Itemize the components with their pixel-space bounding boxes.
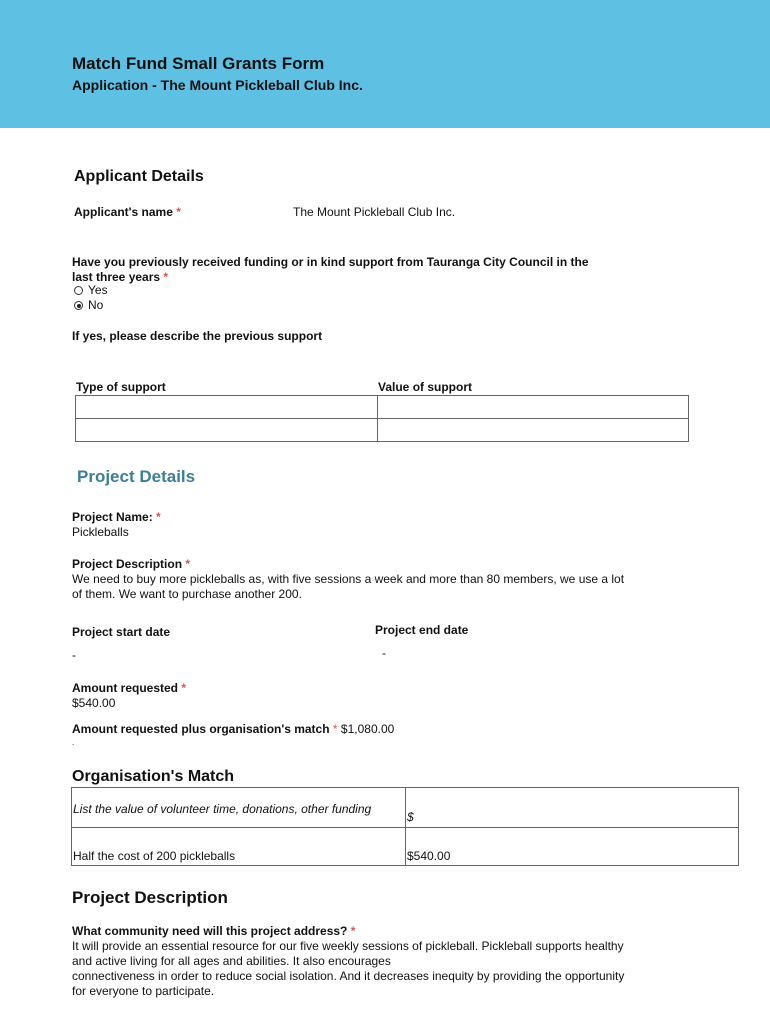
amount-plus-match	[72, 722, 394, 736]
description-section-title: Project Description	[72, 888, 228, 907]
support-type-cell[interactable]	[76, 419, 378, 442]
radio-yes-label: Yes	[88, 283, 108, 297]
radio-no-label: No	[88, 298, 104, 312]
community-need-answer-line2: and active living for all ages and abilities. It also encourages	[72, 954, 391, 968]
support-table-header-value: Value of support	[378, 380, 473, 394]
project-start-date-value: -	[72, 648, 76, 662]
project-description-label	[72, 557, 190, 571]
table-row	[76, 419, 689, 442]
applicant-section-title: Applicant Details	[74, 168, 204, 185]
radio-selected-icon[interactable]	[74, 301, 83, 310]
form-header-banner	[0, 0, 770, 128]
funding-question-line2-text: last three years	[72, 270, 161, 284]
match-section-title: Organisation's Match	[72, 768, 235, 785]
required-mark: *	[176, 205, 181, 219]
applicant-name-label-text: Applicant's name	[74, 205, 173, 219]
match-item-cell: List the value of volunteer time, donations, other funding	[72, 788, 406, 828]
support-value-cell[interactable]	[378, 396, 689, 419]
project-name-label-text: Project Name:	[72, 510, 153, 524]
describe-support-label: If yes, please describe the previous support	[72, 329, 323, 343]
amount-requested-label-text: Amount requested	[72, 681, 179, 695]
required-mark: *	[185, 557, 191, 571]
amount-plus-match-value: $1,080.00	[340, 722, 395, 736]
project-description-line2: of them. We want to purchase another 200.	[72, 587, 302, 601]
required-mark: *	[163, 270, 169, 284]
project-name-value: Pickleballs	[72, 525, 129, 539]
funding-question-line1: Have you previously received funding or in kind support from Tauranga City Council in the	[72, 255, 589, 269]
table-row	[72, 788, 739, 828]
applicant-name-value: The Mount Pickleball Club Inc.	[293, 205, 456, 219]
support-type-cell[interactable]	[76, 396, 378, 419]
project-section-title: Project Details	[77, 467, 196, 486]
match-value-cell[interactable]: $540.00	[406, 828, 739, 866]
table-row	[76, 396, 689, 419]
form-subtitle: Application - The Mount Pickleball Club Inc.	[72, 77, 363, 93]
support-value-cell[interactable]	[378, 419, 689, 442]
radio-option-yes[interactable]	[74, 283, 108, 298]
table-row	[72, 828, 739, 866]
required-mark: *	[332, 722, 338, 736]
project-end-date-label: Project end date	[375, 623, 469, 637]
trailing-dot: .	[72, 738, 75, 747]
funding-question-line2	[72, 270, 168, 284]
project-name-label	[72, 510, 161, 524]
applicant-name-label	[74, 205, 181, 219]
community-need-question	[72, 924, 355, 938]
match-table	[71, 787, 739, 866]
match-item-cell: Half the cost of 200 pickleballs	[72, 828, 406, 866]
community-need-answer-line3: connectiveness in order to reduce social isolation. And it decreases inequity by providing the opportunity	[72, 969, 625, 983]
form-title: Match Fund Small Grants Form	[72, 54, 325, 73]
project-description-label-text: Project Description	[72, 557, 183, 571]
amount-requested-value: $540.00	[72, 696, 116, 710]
required-mark: *	[181, 681, 187, 695]
community-need-answer-line4: for everyone to participate.	[72, 984, 215, 998]
community-need-question-text: What community need will this project address?	[72, 924, 348, 938]
match-value-cell[interactable]: $	[406, 788, 739, 828]
radio-option-no[interactable]	[74, 298, 103, 313]
amount-requested-label	[72, 681, 186, 695]
required-mark: *	[156, 510, 161, 524]
radio-unselected-icon[interactable]	[74, 286, 83, 295]
project-start-date-label: Project start date	[72, 625, 171, 639]
community-need-answer-line1: It will provide an essential resource for our five weekly sessions of pickleball. Pickleball supports healthy	[72, 939, 624, 953]
required-mark: *	[350, 924, 356, 938]
support-table	[75, 395, 689, 442]
support-table-header-type: Type of support	[76, 380, 166, 394]
project-end-date-value: -	[382, 646, 386, 660]
project-description-line1: We need to buy more pickleballs as, with five sessions a week and more than 80 members, we use a lot	[72, 572, 625, 586]
amount-plus-match-label: Amount requested plus organisation's match	[72, 722, 330, 736]
